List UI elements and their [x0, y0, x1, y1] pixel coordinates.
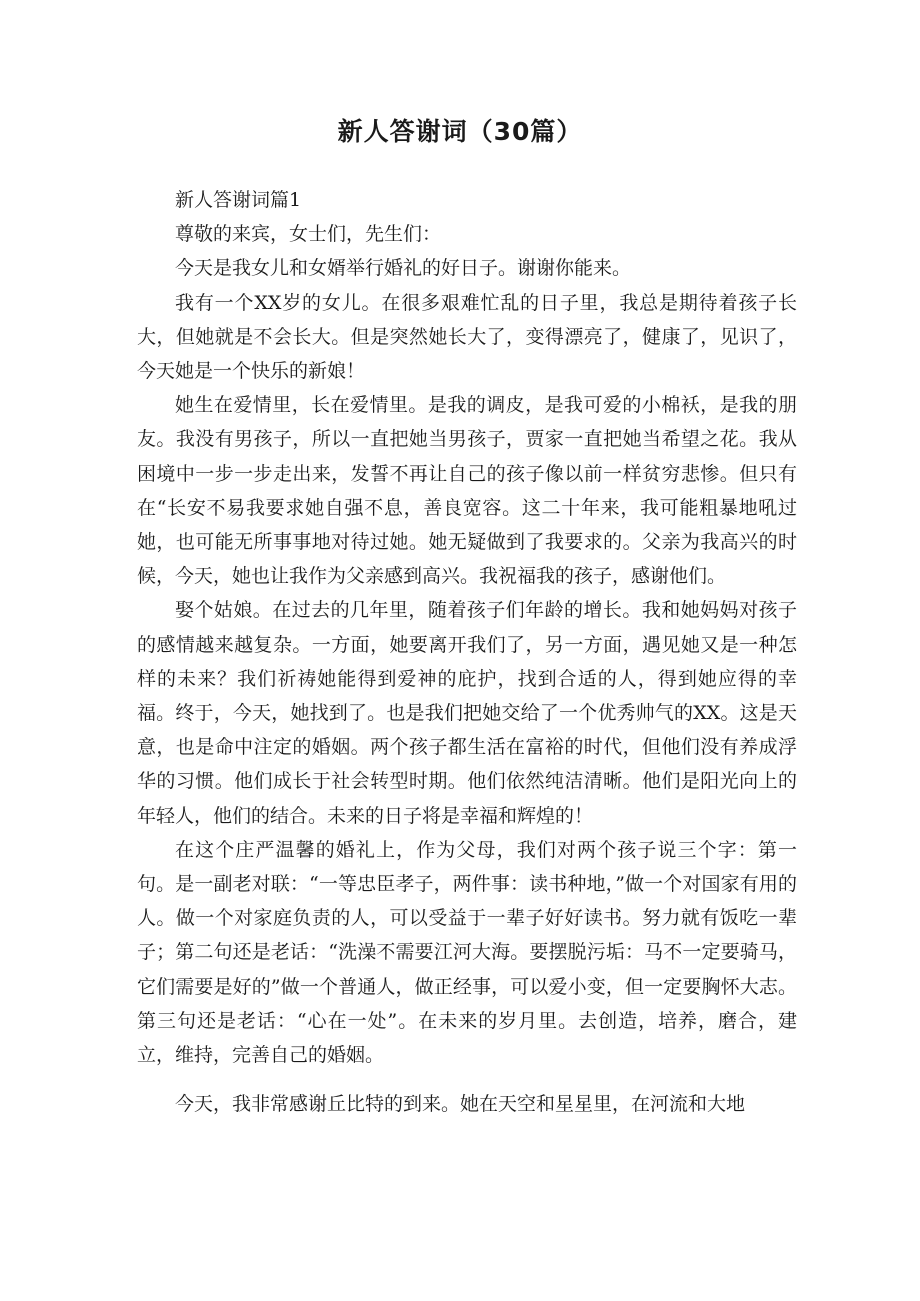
paragraph: 她生在爱情里，长在爱情里。是我的调皮，是我可爱的小棉袄，是我的朋友。我没有男孩子，所以一直把她当男孩子，贾家一直把她当希望之花。我从困境中一步一步走出来，发誓不再让自己的孩子像以前一样贫穷悲惨。但只有在“长安不易我要求她自强不息，善良宽容。这二十年来，我可能粗暴地吼过她，也可能无所事事地对待过她。她无疑做到了我要求的。父亲为我高兴的时候，今天，她也让我作为父亲感到高兴。我祝福我的孩子，感谢他们。: [137, 394, 797, 588]
section-heading: 新人答谢词篇1: [175, 189, 302, 211]
salutation: 尊敬的来宾，女士们，先生们：: [175, 223, 442, 246]
paragraph: 在这个庄严温馨的婚礼上，作为父母，我们对两个孩子说三个字：第一句。是一副老对联：“一等忠臣孝子，两件事：读书种地，”做一个对国家有用的人。做一个对家庭负责的人，可以受益于一辈子好好读书。努力就有饭吃一辈子；第二句还是老话：“洗澡不需要江河大海。要摆脱污垢：马不一定要骑马，它们需要是好的”做一个普通人，做正经事，可以爱小变，但一定要胸怀大志。第三句还是老话：“心在一处”。在未来的岁月里。去创造，培养，磨合，建立，维持，完善自己的婚姻。: [137, 838, 797, 1067]
document-title: 新人答谢词（30篇）: [337, 117, 583, 146]
paragraph: 娶个姑娘。在过去的几年里，随着孩子们年龄的增长。我和她妈妈对孩子的感情越来越复杂。一方面，她要离开我们了，另一方面，遇见她又是一种怎样的未来？我们祈祷她能得到爱神的庇护，找到合适的人，得到她应得的幸福。终于，今天，她找到了。也是我们把她交给了一个优秀帅气的XX。这是天意，也是命中注定的婚姻。两个孩子都生活在富裕的时代，但他们没有养成浮华的习惯。他们成长于社会转型时期。他们依然纯洁清晰。他们是阳光向上的年轻人，他们的结合。未来的日子将是幸福和辉煌的！: [137, 599, 797, 827]
paragraph: 今天是我女儿和女婿举行婚礼的好日子。谢谢你能来。: [175, 257, 632, 280]
paragraph: 我有一个XX岁的女儿。在很多艰难忙乱的日子里，我总是期待着孩子长大，但她就是不会长大。但是突然她长大了，变得漂亮了，健康了，见识了，今天她是一个快乐的新娘！: [137, 291, 797, 383]
document-body: [137, 183, 797, 1121]
paragraph: 今天，我非常感谢丘比特的到来。她在天空和星星里，在河流和大地: [175, 1093, 746, 1116]
